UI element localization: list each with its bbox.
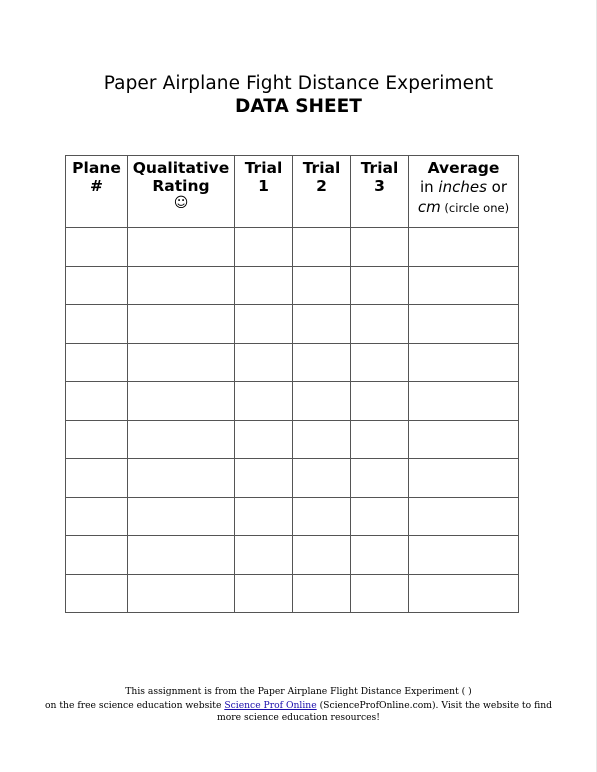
cell-trial-2[interactable] — [293, 343, 351, 382]
cell-trial-1[interactable] — [235, 420, 293, 459]
cell-trial-3[interactable] — [351, 343, 409, 382]
cell-average[interactable] — [409, 574, 519, 613]
cell-trial-1[interactable] — [235, 343, 293, 382]
cell-trial-3[interactable] — [351, 266, 409, 305]
table-header-row — [66, 156, 519, 228]
cell-qualitative-rating[interactable] — [128, 228, 235, 267]
cell-average[interactable] — [409, 536, 519, 575]
cell-qualitative-rating[interactable] — [128, 420, 235, 459]
table-row — [66, 459, 519, 498]
cell-trial-1[interactable] — [235, 382, 293, 421]
cell-average[interactable] — [409, 228, 519, 267]
cell-trial-3[interactable] — [351, 305, 409, 344]
cell-trial-1[interactable] — [235, 266, 293, 305]
cell-trial-3[interactable] — [351, 420, 409, 459]
page-subtitle: DATA SHEET — [235, 96, 362, 117]
average-unit-line-2: cm (circle one) — [417, 198, 510, 216]
science-prof-online-link[interactable]: Science Prof Online — [224, 700, 317, 711]
cell-trial-2[interactable] — [293, 382, 351, 421]
cell-plane-number[interactable] — [66, 382, 128, 421]
cell-trial-2[interactable] — [293, 459, 351, 498]
cell-average[interactable] — [409, 459, 519, 498]
cell-trial-1[interactable] — [235, 574, 293, 613]
cell-qualitative-rating[interactable] — [128, 497, 235, 536]
header-trial-1: Trial 1 — [235, 156, 293, 228]
cell-plane-number[interactable] — [66, 305, 128, 344]
cell-plane-number[interactable] — [66, 497, 128, 536]
cell-plane-number[interactable] — [66, 459, 128, 498]
table-row — [66, 420, 519, 459]
cell-trial-1[interactable] — [235, 305, 293, 344]
table-row — [66, 574, 519, 613]
cell-trial-1[interactable] — [235, 536, 293, 575]
cell-average[interactable] — [409, 420, 519, 459]
header-average: Average in inches or cm (circle one) — [409, 156, 519, 228]
cell-trial-3[interactable] — [351, 497, 409, 536]
cell-qualitative-rating[interactable] — [128, 459, 235, 498]
cell-trial-3[interactable] — [351, 459, 409, 498]
cell-plane-number[interactable] — [66, 420, 128, 459]
cell-plane-number[interactable] — [66, 228, 128, 267]
cell-plane-number[interactable] — [66, 536, 128, 575]
cell-average[interactable] — [409, 497, 519, 536]
cell-trial-3[interactable] — [351, 574, 409, 613]
cell-average[interactable] — [409, 305, 519, 344]
cell-plane-number[interactable] — [66, 266, 128, 305]
header-qualitative-rating: Qualitative Rating ☺ — [128, 156, 235, 228]
cell-trial-2[interactable] — [293, 305, 351, 344]
cell-trial-2[interactable] — [293, 266, 351, 305]
cell-qualitative-rating[interactable] — [128, 574, 235, 613]
cell-trial-3[interactable] — [351, 536, 409, 575]
table-row — [66, 382, 519, 421]
header-trial-3: Trial 3 — [351, 156, 409, 228]
table-row — [66, 343, 519, 382]
cell-average[interactable] — [409, 343, 519, 382]
cell-trial-2[interactable] — [293, 574, 351, 613]
cell-trial-2[interactable] — [293, 228, 351, 267]
cell-trial-1[interactable] — [235, 497, 293, 536]
footer-line-1: This assignment is from the Paper Airplane Flight Distance Experiment ( ) — [125, 686, 472, 697]
page-title: Paper Airplane Fight Distance Experiment — [103, 73, 494, 94]
cell-qualitative-rating[interactable] — [128, 266, 235, 305]
footer-line-2: on the free science education website Science Prof Online (ScienceProfOnline.com). Visit the website to find — [44, 700, 552, 711]
cell-average[interactable] — [409, 382, 519, 421]
cell-plane-number[interactable] — [66, 574, 128, 613]
average-unit-line: in inches or — [419, 178, 508, 196]
cell-qualitative-rating[interactable] — [128, 382, 235, 421]
table-row — [66, 497, 519, 536]
data-table — [65, 155, 519, 613]
cell-trial-2[interactable] — [293, 420, 351, 459]
cell-qualitative-rating[interactable] — [128, 343, 235, 382]
footer-line-3: more science education resources! — [217, 712, 380, 723]
cell-trial-1[interactable] — [235, 459, 293, 498]
cell-trial-3[interactable] — [351, 228, 409, 267]
cell-trial-1[interactable] — [235, 228, 293, 267]
table-row — [66, 536, 519, 575]
table-row — [66, 305, 519, 344]
table-body — [66, 228, 519, 613]
cell-qualitative-rating[interactable] — [128, 536, 235, 575]
cell-trial-2[interactable] — [293, 497, 351, 536]
table-row — [66, 266, 519, 305]
header-plane-number: Plane # — [66, 156, 128, 228]
cell-trial-2[interactable] — [293, 536, 351, 575]
cell-average[interactable] — [409, 266, 519, 305]
cell-trial-3[interactable] — [351, 382, 409, 421]
cell-qualitative-rating[interactable] — [128, 305, 235, 344]
header-trial-2: Trial 2 — [293, 156, 351, 228]
smiley-icon: ☺ — [173, 195, 189, 211]
table-row — [66, 228, 519, 267]
cell-plane-number[interactable] — [66, 343, 128, 382]
